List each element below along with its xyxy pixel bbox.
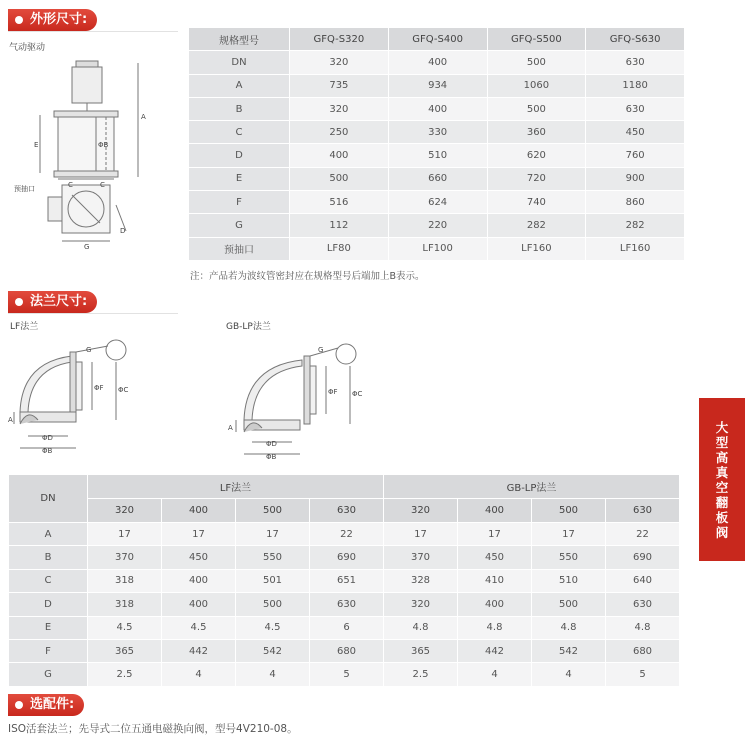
table-row — [9, 663, 679, 685]
table-cell: 400 — [290, 144, 388, 166]
flange-size-cell: 400 — [162, 499, 235, 522]
gblp-flange-caption: GB-LP法兰 — [226, 322, 271, 332]
table-cell: 400 — [162, 570, 235, 592]
section-title-dimensions — [8, 9, 97, 31]
table-cell: 17 — [384, 523, 457, 545]
table-cell: 624 — [389, 191, 487, 213]
table-cell: 282 — [586, 214, 684, 236]
table-cell: LF80 — [290, 238, 388, 260]
table-cell: 320 — [384, 593, 457, 615]
side-banner-char: 翻 — [715, 494, 729, 510]
spec-note: 注：产品若为波纹管密封应在规格型号后端加上B表示。 — [190, 271, 425, 282]
spec-header-cell: GFQ-S500 — [488, 28, 586, 50]
table-cell: 500 — [236, 593, 309, 615]
row-label: F — [189, 191, 289, 213]
table-cell: 328 — [384, 570, 457, 592]
flange-group-lf: LF法兰 — [88, 475, 383, 498]
table-cell: 318 — [88, 593, 161, 615]
row-label: E — [189, 168, 289, 190]
dim-label-phid: ΦD — [42, 434, 53, 442]
table-row — [9, 593, 679, 615]
dim-label-g: G — [86, 346, 92, 354]
spec-header-cell: GFQ-S320 — [290, 28, 388, 50]
flange-header-group-row — [9, 475, 679, 498]
side-banner-char: 大 — [715, 419, 729, 435]
row-label: C — [9, 570, 87, 592]
table-cell: 4.8 — [384, 617, 457, 639]
table-row — [189, 98, 684, 120]
table-cell: 5 — [310, 663, 383, 685]
row-label: D — [189, 144, 289, 166]
table-cell: 450 — [586, 121, 684, 143]
section-title-text: 选配件: — [30, 697, 75, 712]
flange-header-size-row — [9, 499, 679, 522]
table-cell: 112 — [290, 214, 388, 236]
table-cell: 450 — [458, 546, 531, 568]
side-banner-char: 真 — [715, 464, 729, 480]
dim-label-c2: C — [100, 181, 105, 189]
table-cell: 500 — [488, 51, 586, 73]
side-banner-char: 空 — [715, 479, 729, 495]
table-cell: 4 — [162, 663, 235, 685]
table-cell: 500 — [290, 168, 388, 190]
table-cell: 400 — [389, 98, 487, 120]
section-title-flange — [8, 291, 97, 313]
dim-label-c1: C — [68, 181, 73, 189]
table-cell: 680 — [606, 640, 679, 662]
side-banner-char: 型 — [715, 434, 729, 450]
table-cell: 651 — [310, 570, 383, 592]
table-cell: 17 — [532, 523, 605, 545]
dim-label-phic: ΦC — [118, 386, 129, 394]
table-cell: 500 — [532, 593, 605, 615]
flange-group-gblp: GB-LP法兰 — [384, 475, 679, 498]
table-cell: 6 — [310, 617, 383, 639]
flange-size-cell: 630 — [606, 499, 679, 522]
table-cell: 400 — [389, 51, 487, 73]
spec-header-cell: GFQ-S630 — [586, 28, 684, 50]
row-label: G — [9, 663, 87, 685]
dim-label-a: A — [228, 424, 233, 432]
table-cell: 360 — [488, 121, 586, 143]
table-cell: 4.5 — [88, 617, 161, 639]
table-cell: 442 — [162, 640, 235, 662]
dim-label-e: E — [34, 141, 39, 149]
table-row — [189, 191, 684, 213]
table-cell: 1060 — [488, 75, 586, 97]
dim-label-g: G — [84, 243, 90, 251]
table-cell: 4 — [532, 663, 605, 685]
flange-dn-header: DN — [9, 475, 87, 522]
lf-flange-caption: LF法兰 — [10, 322, 39, 332]
table-cell: 282 — [488, 214, 586, 236]
dim-label-phif: ΦF — [94, 384, 104, 392]
table-row — [9, 640, 679, 662]
dim-label-a: A — [8, 416, 13, 424]
table-cell: 660 — [389, 168, 487, 190]
table-cell: 542 — [532, 640, 605, 662]
dim-label-phid: ΦD — [266, 440, 277, 448]
dim-label-d: D — [120, 227, 126, 235]
table-cell: 250 — [290, 121, 388, 143]
dim-label-g: G — [318, 346, 324, 354]
flange-size-cell: 320 — [88, 499, 161, 522]
table-cell: 410 — [458, 570, 531, 592]
table-cell: 516 — [290, 191, 388, 213]
table-cell: 720 — [488, 168, 586, 190]
row-label: 预抽口 — [189, 238, 289, 260]
table-cell: 690 — [606, 546, 679, 568]
dim-label-phic: ΦC — [352, 390, 363, 398]
side-banner-char: 板 — [715, 509, 729, 525]
table-cell: 365 — [384, 640, 457, 662]
table-row — [9, 523, 679, 545]
table-cell: 630 — [586, 98, 684, 120]
table-cell: 17 — [88, 523, 161, 545]
table-cell: 4.8 — [458, 617, 531, 639]
table-cell: 320 — [290, 51, 388, 73]
table-cell: 330 — [389, 121, 487, 143]
table-cell: 450 — [162, 546, 235, 568]
flange-size-cell: 500 — [236, 499, 309, 522]
dim-label-phib: ΦB — [42, 447, 53, 455]
table-cell: 22 — [606, 523, 679, 545]
dim-label-phib: ΦB — [266, 453, 277, 461]
row-label: G — [189, 214, 289, 236]
table-cell: LF100 — [389, 238, 487, 260]
table-cell: 500 — [488, 98, 586, 120]
table-cell: 4.8 — [606, 617, 679, 639]
table-cell: 860 — [586, 191, 684, 213]
table-cell: 740 — [488, 191, 586, 213]
pump-port-label: 预抽口 — [14, 185, 35, 193]
table-cell: 400 — [162, 593, 235, 615]
table-cell: 900 — [586, 168, 684, 190]
flange-size-cell: 400 — [458, 499, 531, 522]
table-row — [189, 75, 684, 97]
table-cell: 680 — [310, 640, 383, 662]
row-label: F — [9, 640, 87, 662]
flange-size-cell: 630 — [310, 499, 383, 522]
row-label: E — [9, 617, 87, 639]
table-cell: 760 — [586, 144, 684, 166]
table-cell: 370 — [88, 546, 161, 568]
spec-header-cell: GFQ-S400 — [389, 28, 487, 50]
lf-flange-drawing — [8, 332, 133, 456]
table-cell: LF160 — [488, 238, 586, 260]
table-cell: 22 — [310, 523, 383, 545]
table-row — [9, 570, 679, 592]
gblp-flange-drawing — [228, 336, 363, 460]
table-cell: 5 — [606, 663, 679, 685]
row-label: C — [189, 121, 289, 143]
side-banner-char: 阀 — [715, 524, 729, 540]
table-row — [189, 168, 684, 190]
table-cell: 934 — [389, 75, 487, 97]
table-cell: 2.5 — [88, 663, 161, 685]
row-label: A — [9, 523, 87, 545]
side-banner-char: 高 — [715, 449, 729, 465]
divider — [8, 31, 178, 32]
table-cell: 4 — [458, 663, 531, 685]
table-cell: 620 — [488, 144, 586, 166]
table-cell: 4.5 — [236, 617, 309, 639]
table-cell: 400 — [458, 593, 531, 615]
table-cell: 735 — [290, 75, 388, 97]
table-cell: 17 — [236, 523, 309, 545]
row-label: B — [189, 98, 289, 120]
table-cell: 550 — [236, 546, 309, 568]
table-cell: 690 — [310, 546, 383, 568]
table-row — [9, 546, 679, 568]
table-cell: 510 — [532, 570, 605, 592]
row-label: B — [9, 546, 87, 568]
accessories-text: ISO活套法兰；先导式二位五通电磁换向阀，型号4V210-08。 — [8, 723, 298, 735]
table-row — [189, 238, 684, 260]
valve-outline-drawing — [10, 55, 160, 255]
dim-label-phif: ΦF — [328, 388, 338, 396]
spec-table — [188, 27, 685, 261]
row-label: DN — [189, 51, 289, 73]
section-title-accessories — [8, 694, 84, 716]
table-cell: 550 — [532, 546, 605, 568]
table-cell: 630 — [586, 51, 684, 73]
pneumatic-caption: 气动驱动 — [9, 43, 46, 53]
row-label: A — [189, 75, 289, 97]
dim-label-a: A — [141, 113, 146, 121]
table-cell: 442 — [458, 640, 531, 662]
table-cell: 630 — [310, 593, 383, 615]
table-cell: 320 — [290, 98, 388, 120]
table-cell: 640 — [606, 570, 679, 592]
table-cell: 4 — [236, 663, 309, 685]
table-cell: 630 — [606, 593, 679, 615]
table-cell: 220 — [389, 214, 487, 236]
table-cell: 370 — [384, 546, 457, 568]
row-label: D — [9, 593, 87, 615]
table-row — [189, 51, 684, 73]
table-cell: 4.8 — [532, 617, 605, 639]
divider — [8, 313, 178, 314]
table-cell: 510 — [389, 144, 487, 166]
table-row — [189, 214, 684, 236]
table-cell: 318 — [88, 570, 161, 592]
section-title-text: 外形尺寸: — [30, 12, 88, 27]
table-cell: 365 — [88, 640, 161, 662]
flange-size-cell: 320 — [384, 499, 457, 522]
table-row — [189, 121, 684, 143]
section-title-text: 法兰尺寸: — [30, 294, 88, 309]
table-cell: LF160 — [586, 238, 684, 260]
spec-table-header-row — [189, 28, 684, 50]
flange-size-cell: 500 — [532, 499, 605, 522]
dim-label-phib: ΦB — [98, 141, 109, 149]
side-banner — [699, 398, 745, 561]
table-row — [189, 144, 684, 166]
table-row — [9, 617, 679, 639]
table-cell: 542 — [236, 640, 309, 662]
table-cell: 17 — [458, 523, 531, 545]
spec-header-cell: 规格型号 — [189, 28, 289, 50]
table-cell: 2.5 — [384, 663, 457, 685]
table-cell: 17 — [162, 523, 235, 545]
table-cell: 1180 — [586, 75, 684, 97]
table-cell: 501 — [236, 570, 309, 592]
flange-table — [8, 474, 680, 687]
table-cell: 4.5 — [162, 617, 235, 639]
